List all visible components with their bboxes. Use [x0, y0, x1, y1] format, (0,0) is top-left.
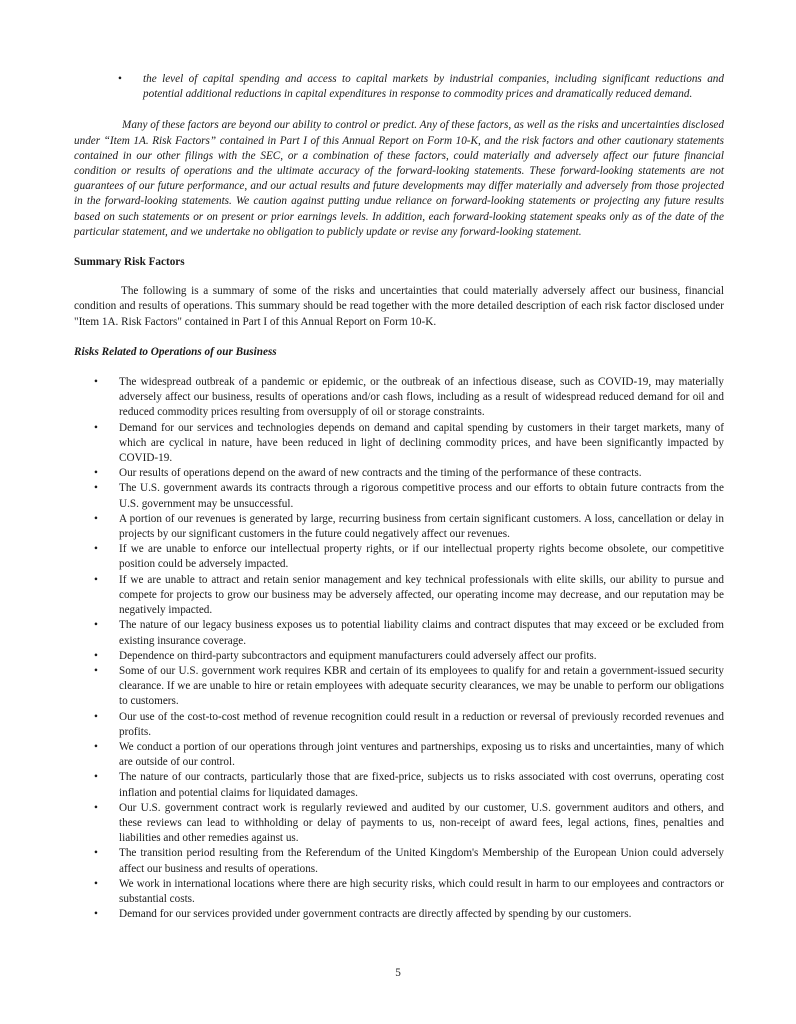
risk-factor-item: [74, 846, 724, 876]
risk-factor-text: We work in international locations where there are high security risks, which could result in harm to our employees and contractors or substantial costs.: [119, 877, 724, 905]
risk-factor-text: Our results of operations depend on the award of new contracts and the timing of the performance of these contracts.: [119, 467, 642, 480]
risk-factor-item: [74, 512, 724, 542]
bullet-marker: •: [94, 421, 98, 434]
risk-factor-text: If we are unable to attract and retain senior management and key technical professionals with elite skills, our ability to pursue and compete for projects to grow our business may be adversely affected, our operating income may decrease, and our reputation may be negatively impacted.: [119, 573, 724, 617]
risk-factor-text: The widespread outbreak of a pandemic or epidemic, or the outbreak of an infectious disease, such as COVID-19, may materially adversely affect our business, results of operations and/or cash flows, including as a result of widespread reduced demand for oil and reduced commodity prices resulting from oversupply of oil or storage constraints.: [119, 376, 724, 419]
risk-factor-item: [74, 907, 724, 922]
risk-factor-item: [74, 664, 724, 710]
operations-risks-heading: Risks Related to Operations of our Business: [74, 345, 277, 358]
risk-factor-item: [74, 649, 724, 664]
risk-factor-text: Demand for our services and technologies depends on demand and capital spending by customers in their target markets, many of which are cyclical in nature, have been reduced in light of declining commodity prices, and have been significantly impacted by COVID-19.: [119, 421, 724, 465]
bullet-marker: •: [94, 512, 98, 525]
bullet-marker: •: [94, 482, 98, 495]
bullet-marker: •: [94, 467, 98, 480]
risk-factor-text: Our use of the cost-to-cost method of revenue recognition could result in a reduction or reversal of previously recorded revenues and profits.: [119, 710, 724, 738]
bullet-marker: •: [94, 543, 98, 556]
bullet-marker: •: [94, 710, 98, 723]
bullet-marker: •: [118, 73, 122, 85]
risk-factor-item: [74, 375, 724, 421]
bullet-marker: •: [94, 847, 98, 860]
summary-paragraph: The following is a summary of some of the risks and uncertainties that could materially adversely affect our business, financial condition and results of operations. This summary should be read together with the more detailed description of each risk factor disclosed under "Item 1A. Risk Factors" contained in Part I of this Annual Report on Form 10-K.: [74, 285, 724, 328]
risk-factor-text: The nature of our legacy business exposes us to potential liability claims and contract disputes that may exceed or be excluded from existing insurance coverage.: [119, 619, 724, 647]
bullet-marker: •: [94, 771, 98, 784]
cautionary-paragraph: Many of these factors are beyond our ability to control or predict. Any of these factors, as well as the risks and uncertainties disclosed under “Item 1A. Risk Factors” contained in Part I of this Annual Report on Form 10-K, and the risk factors and other cautionary statements contained in our other filings with the SEC, or a combination of these factors, could materially and adversely affect our future financial condition or results of operations and the ultimate accuracy of the forward-looking statements. These forward-looking statements are not guarantees of our future performance, and our actual results and future developments may differ materially and adversely from those projected in the forward-looking statements. We caution against putting undue reliance on forward-looking statements or projecting any future results based on such statements or on present or prior earnings levels. In addition, each forward-looking statement speaks only as of the date of the particular statement, and we undertake no obligation to publicly update or revise any forward-looking statement.: [74, 119, 724, 238]
intro-bullet-text: the level of capital spending and access to capital markets by industrial companies, including significant reductions and potential additional reductions in capital expenditures in response to commodity prices and dramatically reduced demand.: [143, 73, 724, 101]
risk-factor-text: The U.S. government awards its contracts through a rigorous competitive process and our efforts to obtain future contracts from the U.S. government may be unsuccessful.: [119, 482, 724, 510]
risk-factor-item: [74, 481, 724, 511]
bullet-marker: •: [94, 376, 98, 389]
risk-factor-text: If we are unable to enforce our intellectual property rights, or if our intellectual property rights become obsolete, our competitive position could be adversely impacted.: [119, 543, 724, 571]
risk-factor-text: The transition period resulting from the Referendum of the United Kingdom's Membership of the European Union could adversely affect our business and results of operations.: [119, 847, 724, 875]
risk-factor-item: [74, 710, 724, 740]
risk-factor-item: [74, 740, 724, 770]
risk-factor-item: [74, 573, 724, 619]
bullet-marker: •: [94, 664, 98, 677]
bullet-marker: •: [94, 619, 98, 632]
risk-factor-text: Demand for our services provided under government contracts are directly affected by spending by our customers.: [119, 908, 632, 921]
bullet-marker: •: [94, 877, 98, 890]
risk-factor-item: [74, 421, 724, 467]
bullet-marker: •: [94, 573, 98, 586]
risk-factor-list: [74, 375, 724, 922]
risk-factor-text: A portion of our revenues is generated by large, recurring business from certain significant customers. A loss, cancellation or delay in projects by our significant customers in the future could negatively affect our revenues.: [119, 512, 724, 541]
risk-factor-item: [74, 801, 724, 847]
summary-risk-factors-heading: Summary Risk Factors: [74, 256, 185, 269]
document-page: [74, 72, 724, 922]
risk-factor-text: Our U.S. government contract work is regularly reviewed and audited by our customer, U.S. government auditors and others, and these reviews can lead to withholding or delay of payments to us, non-receipt of award fees, legal actions, fines, penalties and liabilities and other remedies against us.: [119, 801, 724, 845]
risk-factor-item: [74, 770, 724, 800]
bullet-marker: •: [94, 649, 98, 662]
bullet-marker: •: [94, 801, 98, 814]
risk-factor-text: Dependence on third-party subcontractors and equipment manufacturers could adversely affect our profits.: [119, 649, 597, 662]
risk-factor-text: The nature of our contracts, particularly those that are fixed-price, subjects us to risks associated with cost overruns, operating cost inflation and potential claims for liquidated damages.: [119, 771, 724, 799]
risk-factor-text: We conduct a portion of our operations through joint ventures and partnerships, exposing us to risks and uncertainties, many of which are outside of our control.: [119, 740, 724, 769]
bullet-marker: •: [94, 740, 98, 753]
risk-factor-item: [74, 877, 724, 907]
bullet-marker: •: [94, 908, 98, 921]
risk-factor-item: [74, 542, 724, 572]
risk-factor-item: [74, 466, 724, 481]
risk-factor-text: Some of our U.S. government work requires KBR and certain of its employees to qualify for and retain a government-issued security clearance. If we are unable to hire or retain employees with adequate security clearances, we may be unable to perform our obligations to customers.: [119, 664, 724, 708]
intro-bullet-item: [74, 72, 724, 102]
page-number: 5: [395, 967, 401, 979]
risk-factor-item: [74, 618, 724, 648]
